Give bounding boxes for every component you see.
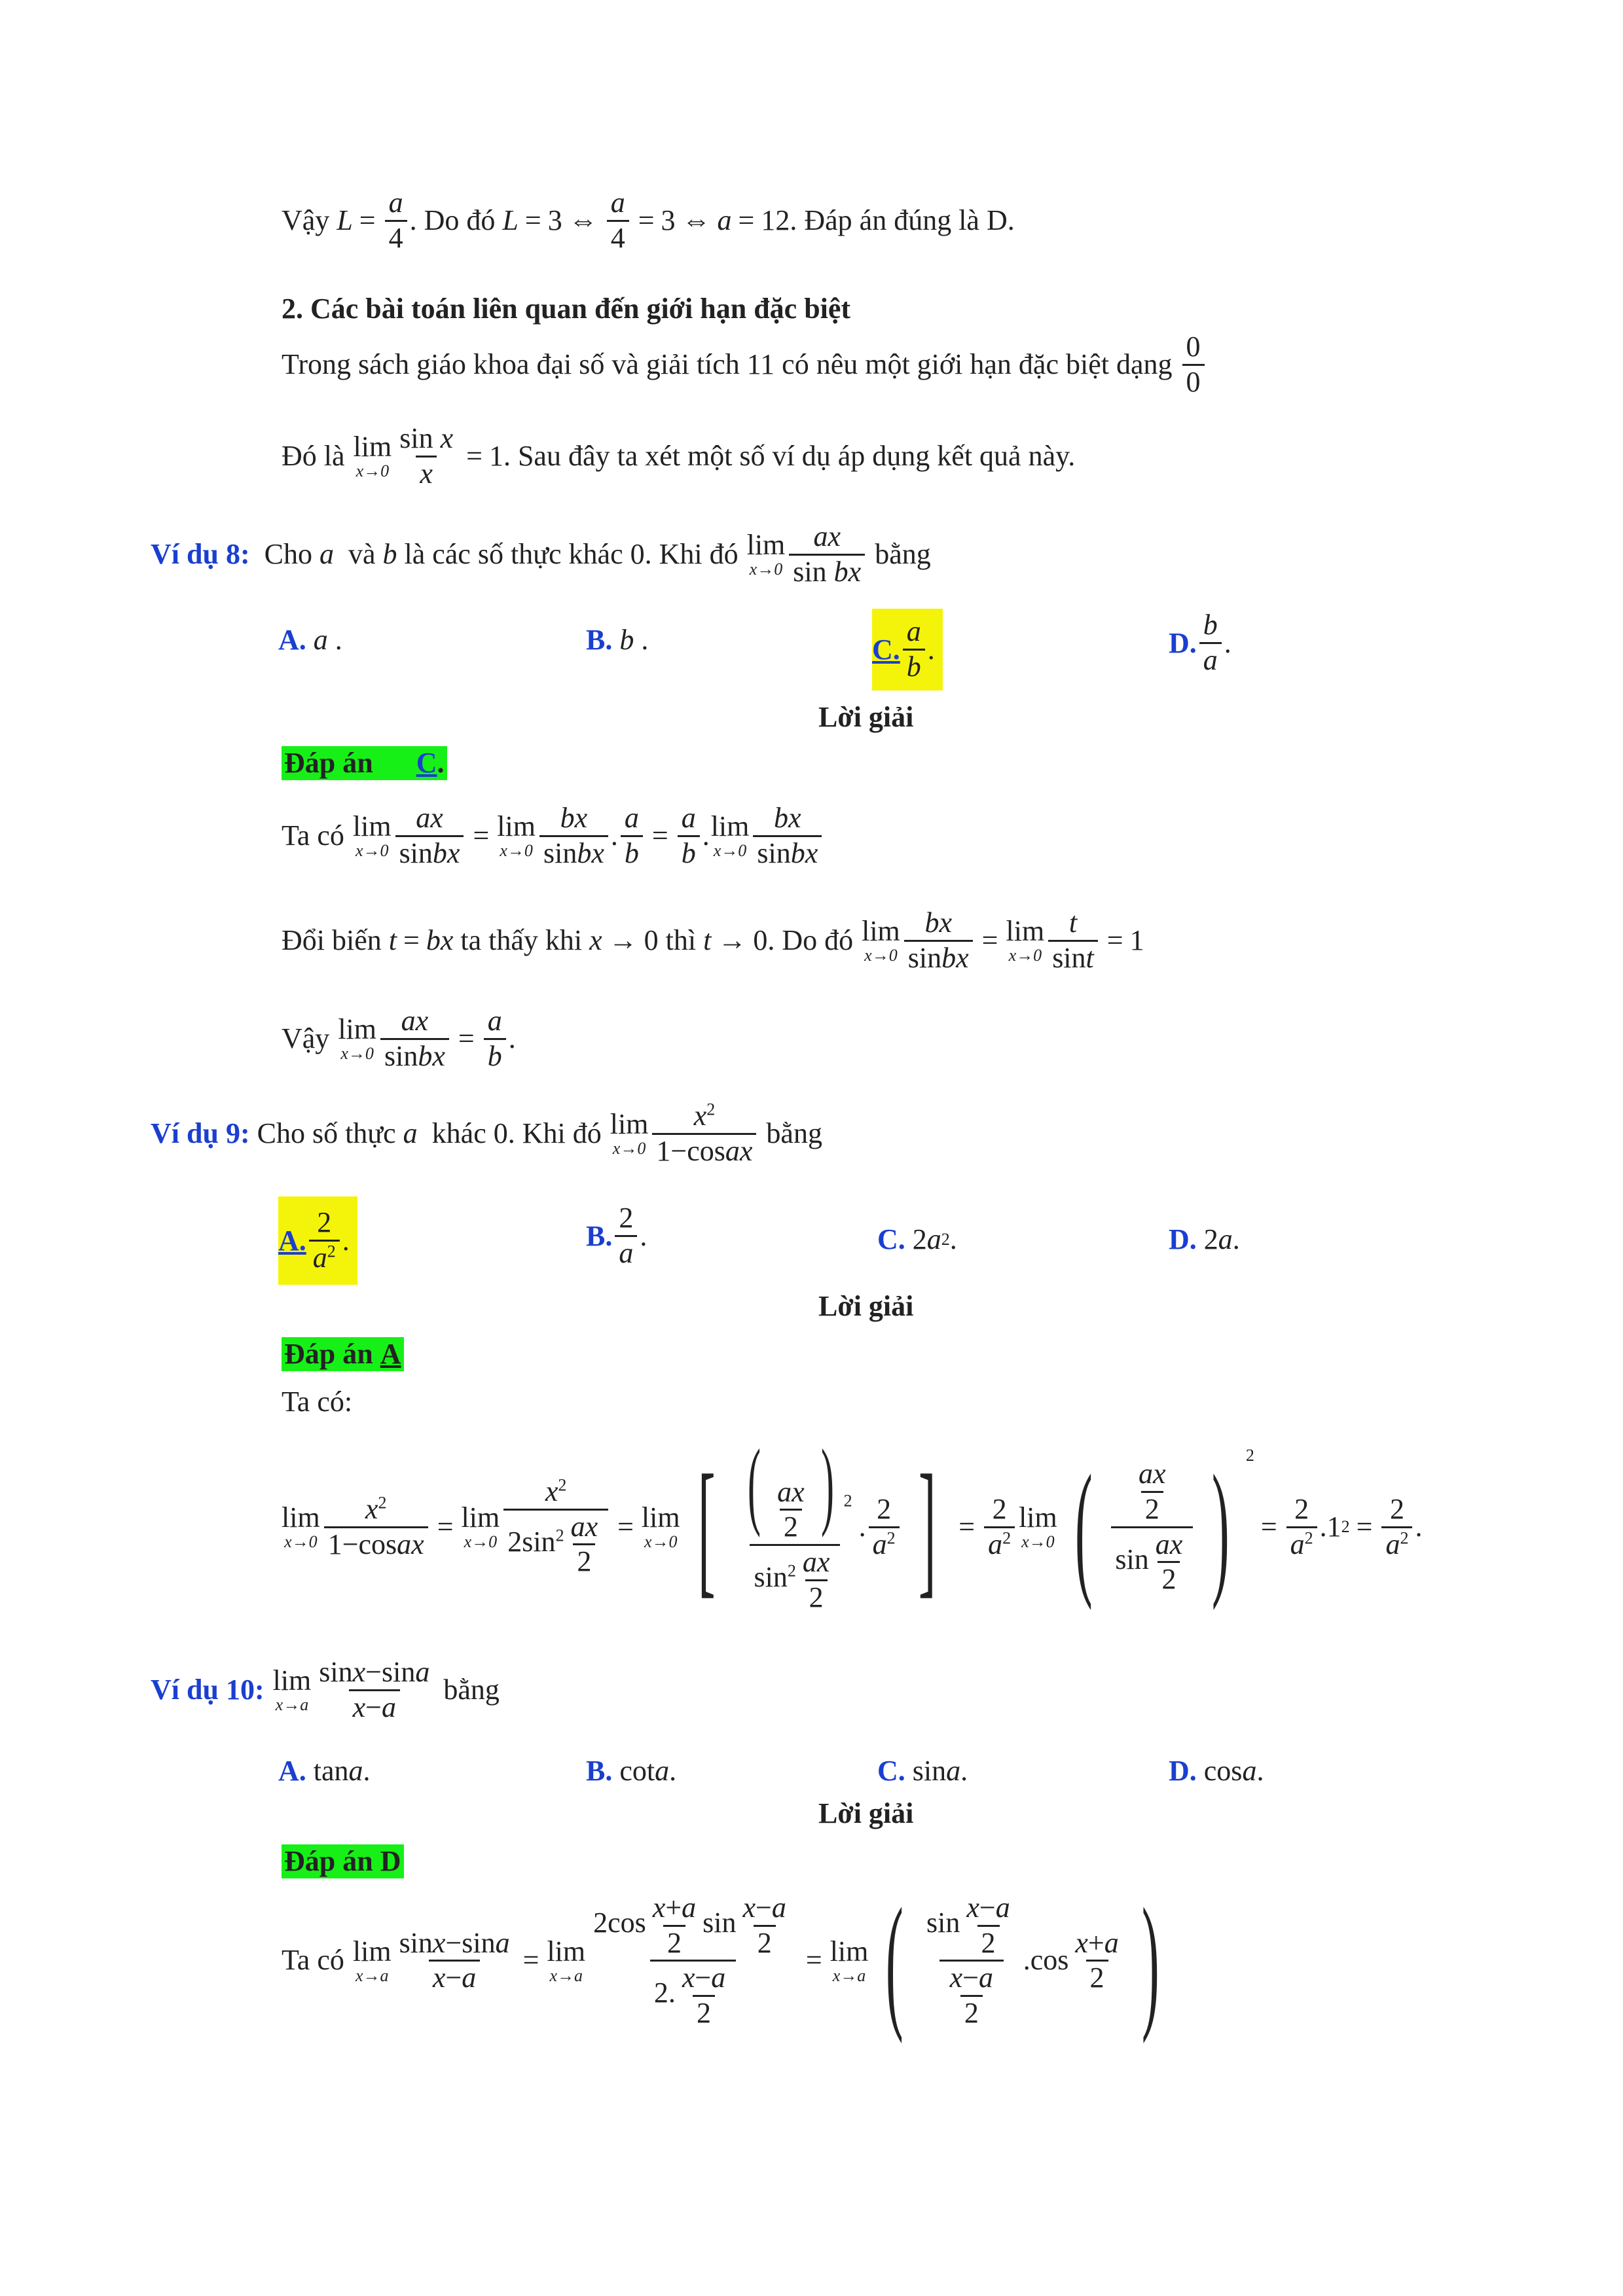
ex8-derivation-1: Ta có lim x→0 $\frac{ax}{\text{sinbx}}$ = lim x→0 bx sinbx . $\frac{a}{b}$ = $\frac{a}{b}$ . lim x→0 bx sinbx: [282, 802, 1492, 870]
intro-text: Trong sách giáo khoa đại số và giải tích 11 có nêu một giới hạn đặc biệt dạng: [282, 348, 1173, 380]
ex8-thi: thì: [665, 924, 697, 956]
example-9-label: Ví dụ 9:: [151, 1117, 250, 1149]
ex9-q1: Cho số thực: [257, 1117, 396, 1149]
ex8-opt-a-label: A.: [278, 624, 306, 656]
ex10-opt-c-label: C.: [877, 1755, 905, 1787]
ex8-option-c[interactable]: C. a b .: [872, 609, 943, 691]
example-10-question: Ví dụ 10: lim x→a sinx−sina x−a bằng: [151, 1656, 500, 1723]
ex8-answer-badge: Đáp án C.: [282, 746, 447, 780]
ex8-va: và: [348, 537, 376, 570]
ex10-opt-c-value: sin: [912, 1755, 947, 1787]
ex8-ta-co: Ta có: [282, 819, 344, 852]
ex9-option-c[interactable]: C. 2 a 2 .: [877, 1223, 957, 1255]
ex9-answer-badge: [282, 1337, 404, 1371]
ex9-option-d[interactable]: D. 2 a .: [1169, 1223, 1240, 1255]
ex8-option-b[interactable]: B. b .: [586, 624, 649, 656]
ex8-conclusion: Vậy lim x→0 $\frac{ax}{\text{sinbx}}$ = $\frac{a}{b}$ .: [282, 1005, 516, 1072]
ex8-q2: là các số thực khác 0. Khi đó: [404, 537, 739, 570]
top-conclusion-line: Vậy L = $\frac{a}{4}$ . Do đó L = 3 ⇔ $\frac{a}{4}$ = 3 ⇔ a = 12 . Đáp án đúng là D.: [282, 187, 1015, 254]
ex9-answer-text: Đáp án: [284, 1338, 373, 1370]
ex8-answer-letter: C: [416, 747, 437, 779]
ex9-q2: khác 0. Khi đó: [431, 1117, 602, 1149]
ex10-bang: bằng: [443, 1673, 500, 1706]
ex8-bang: bằng: [875, 537, 931, 570]
section-2-intro: Trong sách giáo khoa đại số và giải tích 11 có nêu một giới hạn đặc biệt dạng 0 0: [282, 331, 1492, 399]
ex10-solution-title: Lời giải: [818, 1797, 914, 1829]
ex9-opt-a-label: A.: [278, 1225, 306, 1257]
ex8-option-d[interactable]: D. b a .: [1169, 609, 1231, 676]
ex8-do-do: . Do đó: [767, 924, 854, 956]
ex10-opt-a-value: tan: [313, 1755, 349, 1787]
ex8-solution-title: Lời giải: [818, 701, 914, 733]
ex10-opt-d-value: cos: [1203, 1755, 1243, 1787]
ex9-opt-d-label: D.: [1169, 1223, 1197, 1255]
example-8-label: Ví dụ 8:: [151, 537, 250, 570]
top-correct-answer: . Đáp án đúng là D.: [790, 204, 1015, 236]
ex9-option-b[interactable]: B. 2 a .: [586, 1202, 647, 1269]
ex10-option-d[interactable]: D. cos a .: [1169, 1755, 1264, 1787]
ex10-opt-d-label: D.: [1169, 1755, 1197, 1787]
ex10-derivation: Ta có lim x→a $\frac{\sin x-\sin a}{x-a}$ = lim x→a 2cos $\frac{x+a}{2}$ sin $\frac{x-a}{2}$ 2. $\frac{x-a}{2}$ = lim x→a ( sin $\frac{x-a}{2}$ $\frac{x-a}{2}$ .cos x+a 2 ): [282, 1877, 1159, 2045]
section-2-title: 2. Các bài toán liên quan đến giới hạn đặc biệt: [282, 293, 851, 325]
ex8-doi-bien: Đổi biến: [282, 924, 382, 956]
do-la-text: Đó là: [282, 439, 345, 472]
ex9-solution-title: Lời giải: [818, 1290, 914, 1322]
special-limit-line: Đó là lim x→0 $\frac{\text{sin x}}{x}$ = 1 . Sau đây ta xét một số ví dụ áp dụng kết quả này.: [282, 422, 1076, 490]
ex9-answer-letter: A: [380, 1338, 401, 1370]
ex8-answer: [282, 746, 1492, 780]
ex9-opt-b-label: B.: [586, 1219, 613, 1252]
top-do-do: . Do đó: [409, 204, 496, 236]
ex10-opt-b-value: cot: [619, 1755, 655, 1787]
ex9-option-a[interactable]: A. 2 $a^2$ .: [278, 1196, 357, 1285]
ex9-derivation: lim x→0 $\frac{x^2}{\text{1−cosax}}$ = lim x→0 $x^2$ $2\sin^2$ $\frac{ax}{2}$ = lim x→0 [ ( $\frac{ax}{2}$ ) $^2$ $\sin^2$ $\frac{ax}{2}$ . 2 $a^2$ ] = $\frac{2}{a^2}$ lim x→0 ( $\frac{ax}{2}$ sin $\frac{ax}{2}$ ) $^2$ = $\frac{2}{a^2}$ .1 2 = $\frac{2}{a^2}$ .: [282, 1429, 1423, 1613]
ex8-q1: Cho: [264, 537, 312, 570]
ex8-option-a[interactable]: A. a .: [278, 624, 342, 656]
example-10-label: Ví dụ 10:: [151, 1673, 264, 1706]
ex8-opt-d-label: D.: [1169, 626, 1197, 659]
ex8-ta-thay: ta thấy khi: [460, 924, 583, 956]
ex10-option-c[interactable]: C. sin a .: [877, 1755, 968, 1787]
example-9-question: Ví dụ 9: Cho số thực a khác 0. Khi đó lim x→0 $x^2$ 1−cosax bằng: [151, 1100, 822, 1167]
ex10-answer: [282, 1844, 1492, 1878]
ex8-substitution: Đổi biến t = bx ta thấy khi x → 0 thì t → 0 . Do đó lim x→0 $\frac{bx}{\text{sinbx}}$ = lim x→0 $\frac{t}{\sin t}$ = 1: [282, 906, 1144, 974]
ex8-opt-b-label: B.: [586, 624, 613, 656]
ex9-ta-co: Ta có:: [282, 1386, 353, 1418]
ex9-opt-c-label: C.: [877, 1223, 905, 1255]
ex10-option-b[interactable]: B. cot a .: [586, 1755, 677, 1787]
ex8-vay: Vậy: [282, 1022, 330, 1054]
ex10-opt-b-label: B.: [586, 1755, 613, 1787]
top-vay: Vậy: [282, 204, 330, 236]
ex10-option-a[interactable]: A. tan a .: [278, 1755, 371, 1787]
ex8-answer-text: Đáp án: [284, 747, 373, 779]
ex9-bang: bằng: [766, 1117, 822, 1149]
ex10-ta-co: Ta có: [282, 1944, 344, 1977]
ex10-opt-a-label: A.: [278, 1755, 306, 1787]
example-8-question: Ví dụ 8: Cho a và b là các số thực khác 0. Khi đó lim x→0 ax sin bx bằng: [151, 520, 931, 588]
ex9-answer: [282, 1337, 1492, 1371]
ex10-answer-badge: Đáp án D: [282, 1844, 404, 1878]
ex8-opt-c-label: C.: [872, 634, 900, 666]
sau-day-text: . Sau đây ta xét một số ví dụ áp dụng kết quả này.: [503, 439, 1076, 472]
